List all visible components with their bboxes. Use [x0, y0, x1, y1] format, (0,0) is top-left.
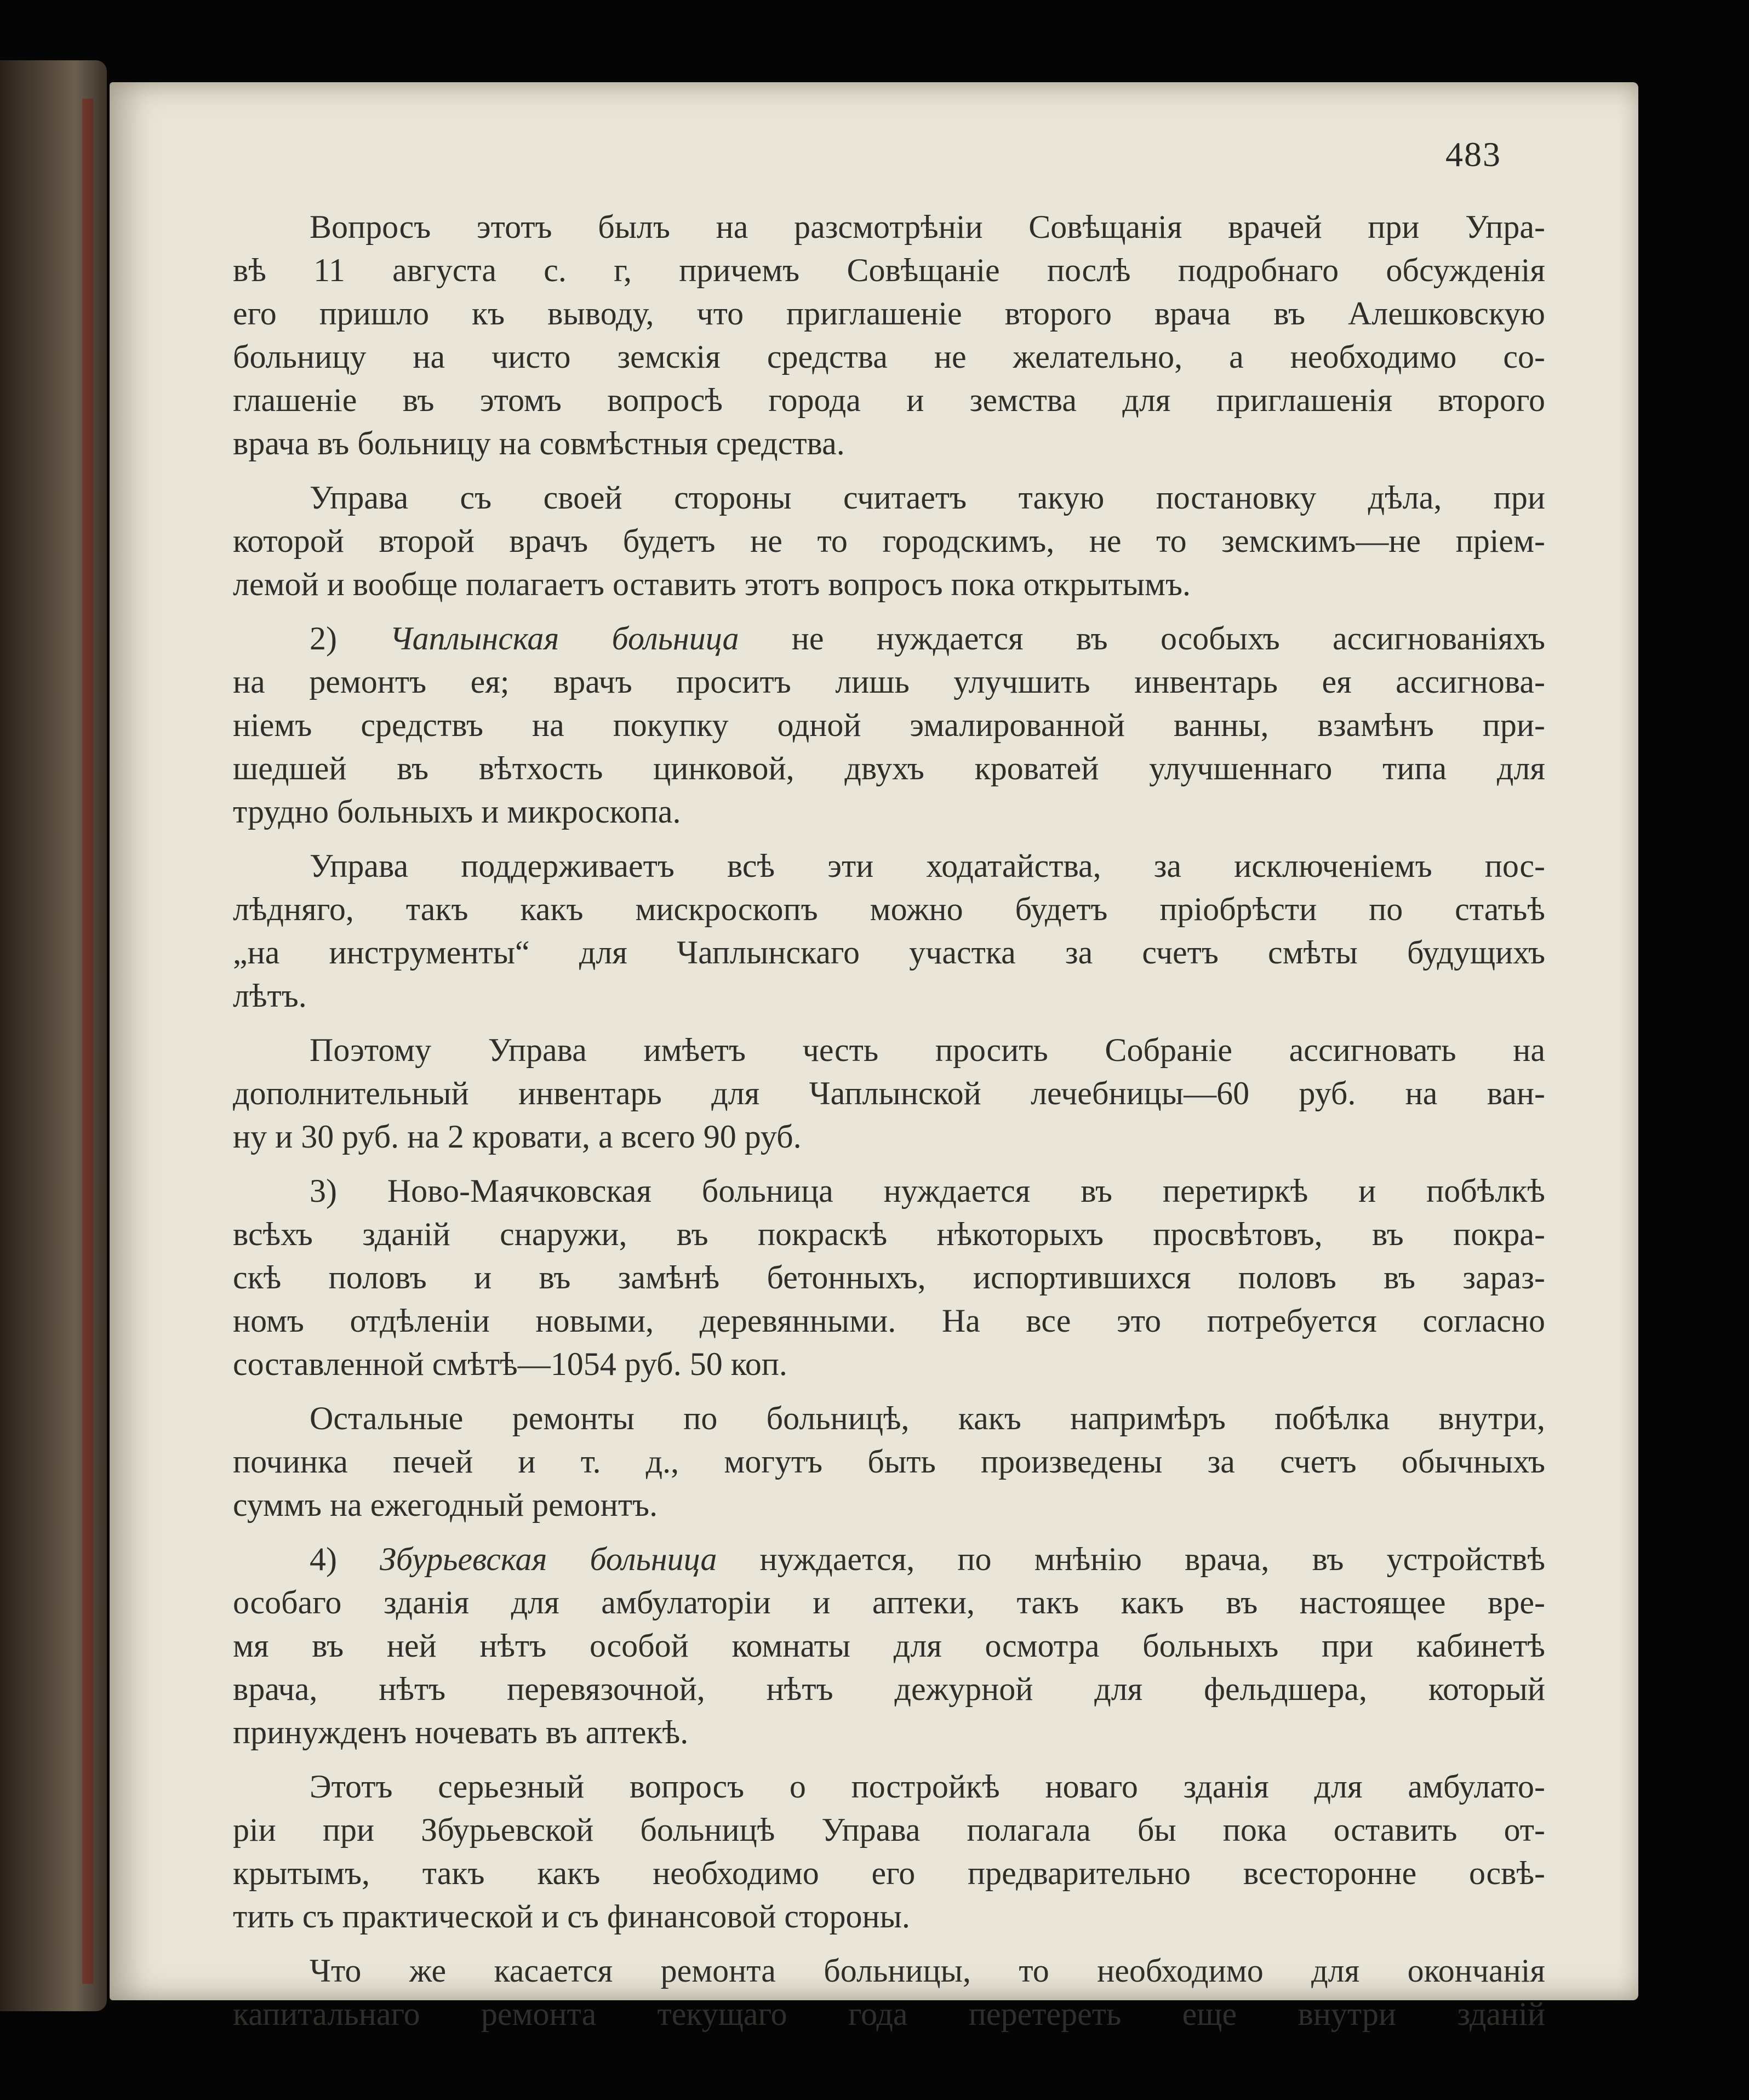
- text-line: шедшей въ вѣтхость цинковой, двухъ кроватей улучшеннаго типа для: [233, 750, 1545, 786]
- text-line: врача въ больницу на совмѣстныя средства.: [233, 425, 845, 461]
- paragraph-3: [233, 617, 1545, 834]
- paragraph-6: [233, 1169, 1545, 1386]
- text-line: Вопросъ этотъ былъ на разсмотрѣніи Совѣщанія врачей при Упра-: [310, 209, 1545, 245]
- item-number: 4): [310, 1541, 337, 1577]
- text-line: скѣ половъ и въ замѣнѣ бетонныхъ, испортившихся половъ въ зараз-: [233, 1259, 1545, 1296]
- section-title: Чаплынская больница: [390, 620, 739, 657]
- item-number: 2): [310, 620, 337, 657]
- text-line: Этотъ серьезный вопросъ о постройкѣ новаго зданія для амбулато-: [310, 1768, 1545, 1805]
- text-line: Что же касается ремонта больницы, то необходимо для окончанія: [310, 1953, 1545, 1989]
- text-line: принужденъ ночевать въ аптекѣ.: [233, 1714, 689, 1750]
- text-line: вѣ 11 августа с. г, причемъ Совѣщаніе послѣ подробнаго обсужденія: [233, 252, 1545, 288]
- paragraph-7: [233, 1397, 1545, 1527]
- text-line: больницу на чисто земскія средства не желательно, а необходимо со-: [233, 339, 1545, 375]
- text-line: номъ отдѣленіи новыми, деревянными. На все это потребуется согласно: [233, 1303, 1545, 1339]
- text-line: ріи при Збурьевской больницѣ Управа полагала бы пока оставить от-: [233, 1812, 1545, 1848]
- page-text: [233, 206, 1545, 2047]
- page-edge-stain: [82, 99, 93, 1984]
- text-line: Управа съ своей стороны считаетъ такую постановку дѣла, при: [310, 480, 1545, 516]
- text-line: Поэтому Управа имѣетъ честь просить Собраніе ассигновать на: [310, 1032, 1545, 1068]
- text-line: лѣтъ.: [233, 978, 307, 1014]
- text-line: Остальные ремонты по больницѣ, какъ напримѣръ побѣлка внутри,: [310, 1400, 1545, 1436]
- text-line: починка печей и т. д., могутъ быть произведены за счетъ обычныхъ: [233, 1443, 1545, 1480]
- text-line: составленной смѣтѣ—1054 руб. 50 коп.: [233, 1346, 787, 1382]
- paragraph-4: [233, 844, 1545, 1018]
- text-fragment: нуждается, по мнѣнію врача, въ устройствѣ: [759, 1541, 1546, 1577]
- text-line: мя въ ней нѣтъ особой комнаты для осмотра больныхъ при кабинетѣ: [233, 1628, 1545, 1664]
- text-line: 3) Ново-Маячковская больница нуждается въ перетиркѣ и побѣлкѣ: [310, 1173, 1545, 1209]
- text-line: ну и 30 руб. на 2 кровати, а всего 90 руб.: [233, 1119, 802, 1155]
- text-line: особаго зданія для амбулаторіи и аптеки, такъ какъ въ настоящее вре-: [233, 1584, 1545, 1620]
- text-line: всѣхъ зданій снаружи, въ покраскѣ нѣкоторыхъ просвѣтовъ, въ покра-: [233, 1216, 1545, 1252]
- paragraph-10: [233, 1949, 1545, 2036]
- text-line: [233, 617, 1545, 660]
- text-line: трудно больныхъ и микроскопа.: [233, 794, 681, 830]
- paragraph-9: [233, 1765, 1545, 1938]
- page-number: 483: [1445, 135, 1501, 174]
- text-line: Управа поддерживаетъ всѣ эти ходатайства, за исключеніемъ пос-: [310, 848, 1545, 884]
- text-line: „на инструменты“ для Чаплынскаго участка за счетъ смѣты будущихъ: [233, 934, 1545, 971]
- paragraph-2: [233, 476, 1545, 606]
- text-line: на ремонтъ ея; врачъ проситъ лишь улучшить инвентарь ея ассигнова-: [233, 664, 1545, 700]
- book-page: [110, 82, 1638, 2032]
- text-line: лѣдняго, такъ какъ мискроскопъ можно будетъ пріобрѣсти по статьѣ: [233, 891, 1545, 927]
- section-title: Збурьевская больница: [380, 1541, 717, 1577]
- text-line: лемой и вообще полагаетъ оставить этотъ вопросъ пока открытымъ.: [233, 566, 1191, 602]
- paragraph-1: [233, 206, 1545, 465]
- text-line: крытымъ, такъ какъ необходимо его предварительно всесторонне освѣ-: [233, 1855, 1545, 1891]
- text-line: которой второй врачъ будетъ не то городскимъ, не то земскимъ—не пріем-: [233, 523, 1545, 559]
- text-line: врача, нѣтъ перевязочной, нѣтъ дежурной для фельдшера, который: [233, 1671, 1545, 1707]
- text-line: его пришло къ выводу, что приглашеніе второго врача въ Алешковскую: [233, 295, 1545, 332]
- text-line: суммъ на ежегодный ремонтъ.: [233, 1487, 658, 1523]
- text-line: дополнительный инвентарь для Чаплынской лечебницы—60 руб. на ван-: [233, 1075, 1545, 1111]
- paragraph-8: [233, 1538, 1545, 1754]
- text-line: [233, 1538, 1545, 1581]
- paragraph-5: [233, 1029, 1545, 1159]
- text-line: глашеніе въ этомъ вопросѣ города и земства для приглашенія второго: [233, 382, 1545, 418]
- text-line: ніемъ средствъ на покупку одной эмалированной ванны, взамѣнъ при-: [233, 707, 1545, 743]
- text-line: тить съ практической и съ финансовой стороны.: [233, 1898, 910, 1934]
- text-fragment: не нуждается въ особыхъ ассигнованіяхъ: [791, 620, 1546, 657]
- text-line: капитальнаго ремонта текущаго года перетереть еще внутри зданій: [233, 1996, 1545, 2032]
